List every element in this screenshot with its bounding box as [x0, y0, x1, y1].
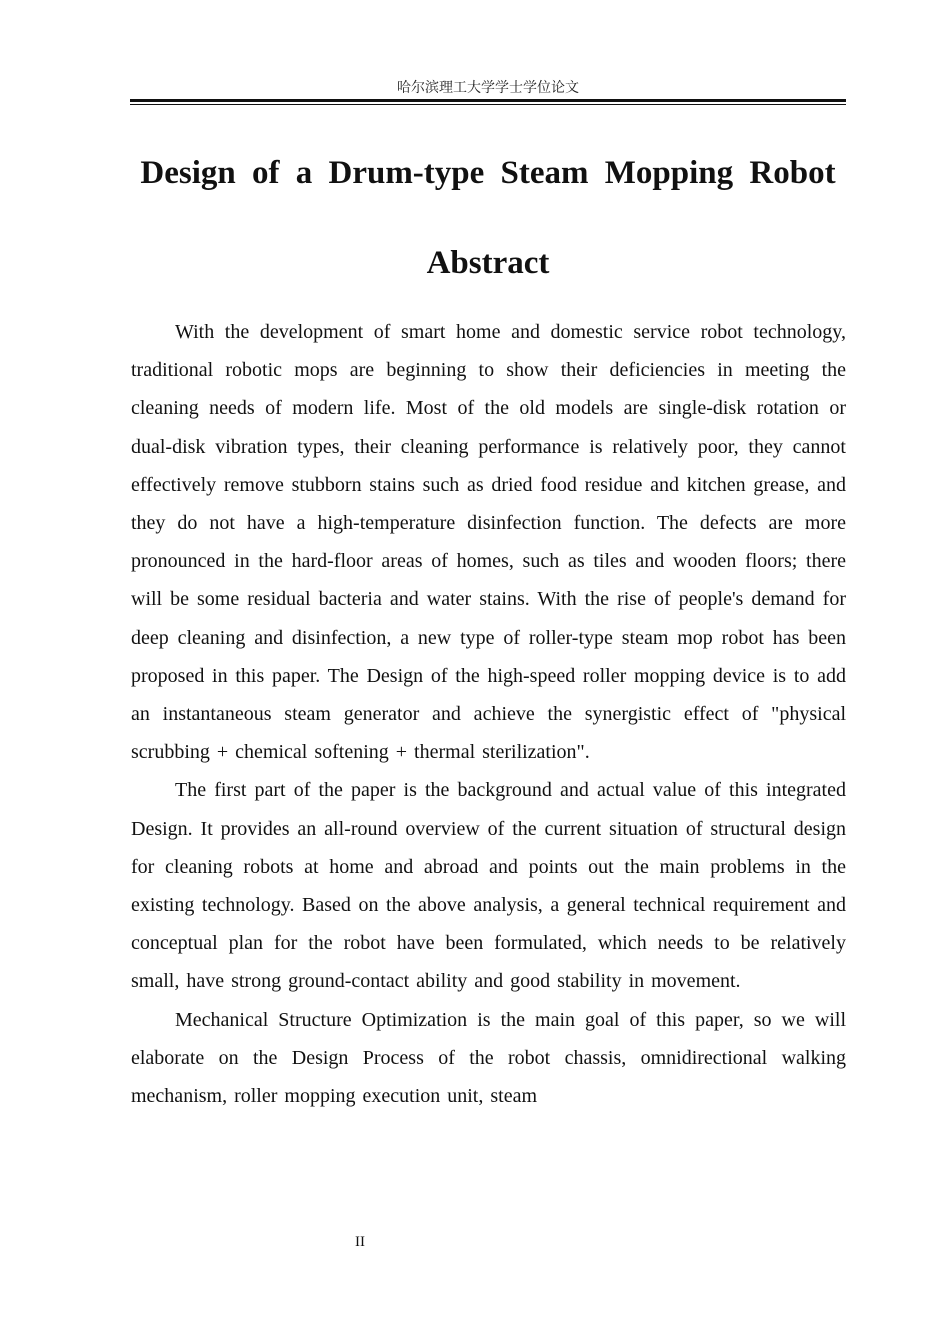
header-rule-thin — [130, 104, 846, 105]
abstract-paragraph-2: The first part of the paper is the background and actual value of this integrated Design. It provides an all-round overview of the current situation of structural design for cleaning robots at home and abroad and points out the main problems in the existing technology. Based on the above analysis, a general technical requirement and conceptual plan for the robot have been formulated, which needs to be relatively small, have strong ground-contact ability and good stability in movement. — [131, 779, 846, 993]
page-number: II — [355, 1234, 365, 1250]
running-header: 哈尔滨理工大学学士学位论文 — [397, 80, 579, 96]
header-rule-thick — [130, 99, 846, 102]
abstract-body — [131, 313, 846, 1115]
abstract-paragraph-3: Mechanical Structure Optimization is the main goal of this paper, so we will elaborate on the Design Process of the robot chassis, omnidirectional walking mechanism, roller mopping execution unit, steam — [131, 1008, 846, 1108]
thesis-title: Design of a Drum-type Steam Mopping Robot — [140, 155, 836, 191]
abstract-heading: Abstract — [426, 245, 550, 281]
abstract-paragraph-1: With the development of smart home and domestic service robot technology, traditional robotic mops are beginning to show their deficiencies in meeting the cleaning needs of modern life. Most of the old models are single-disk rotation or dual-disk vibration types, their cleaning performance is relatively poor, they cannot effectively remove stubborn stains such as dried food residue and kitchen grease, and they do not have a high-temperature disinfection function. The defects are more pronounced in the hard-floor areas of homes, such as tiles and wooden floors; there will be some residual bacteria and water stains. With the rise of people's demand for deep cleaning and disinfection, a new type of roller-type steam mop robot has been proposed in this paper. The Design of the high-speed roller mopping device is to add an instantaneous steam generator and achieve the synergistic effect of "physical scrubbing + chemical softening + thermal sterilization". — [131, 321, 846, 764]
